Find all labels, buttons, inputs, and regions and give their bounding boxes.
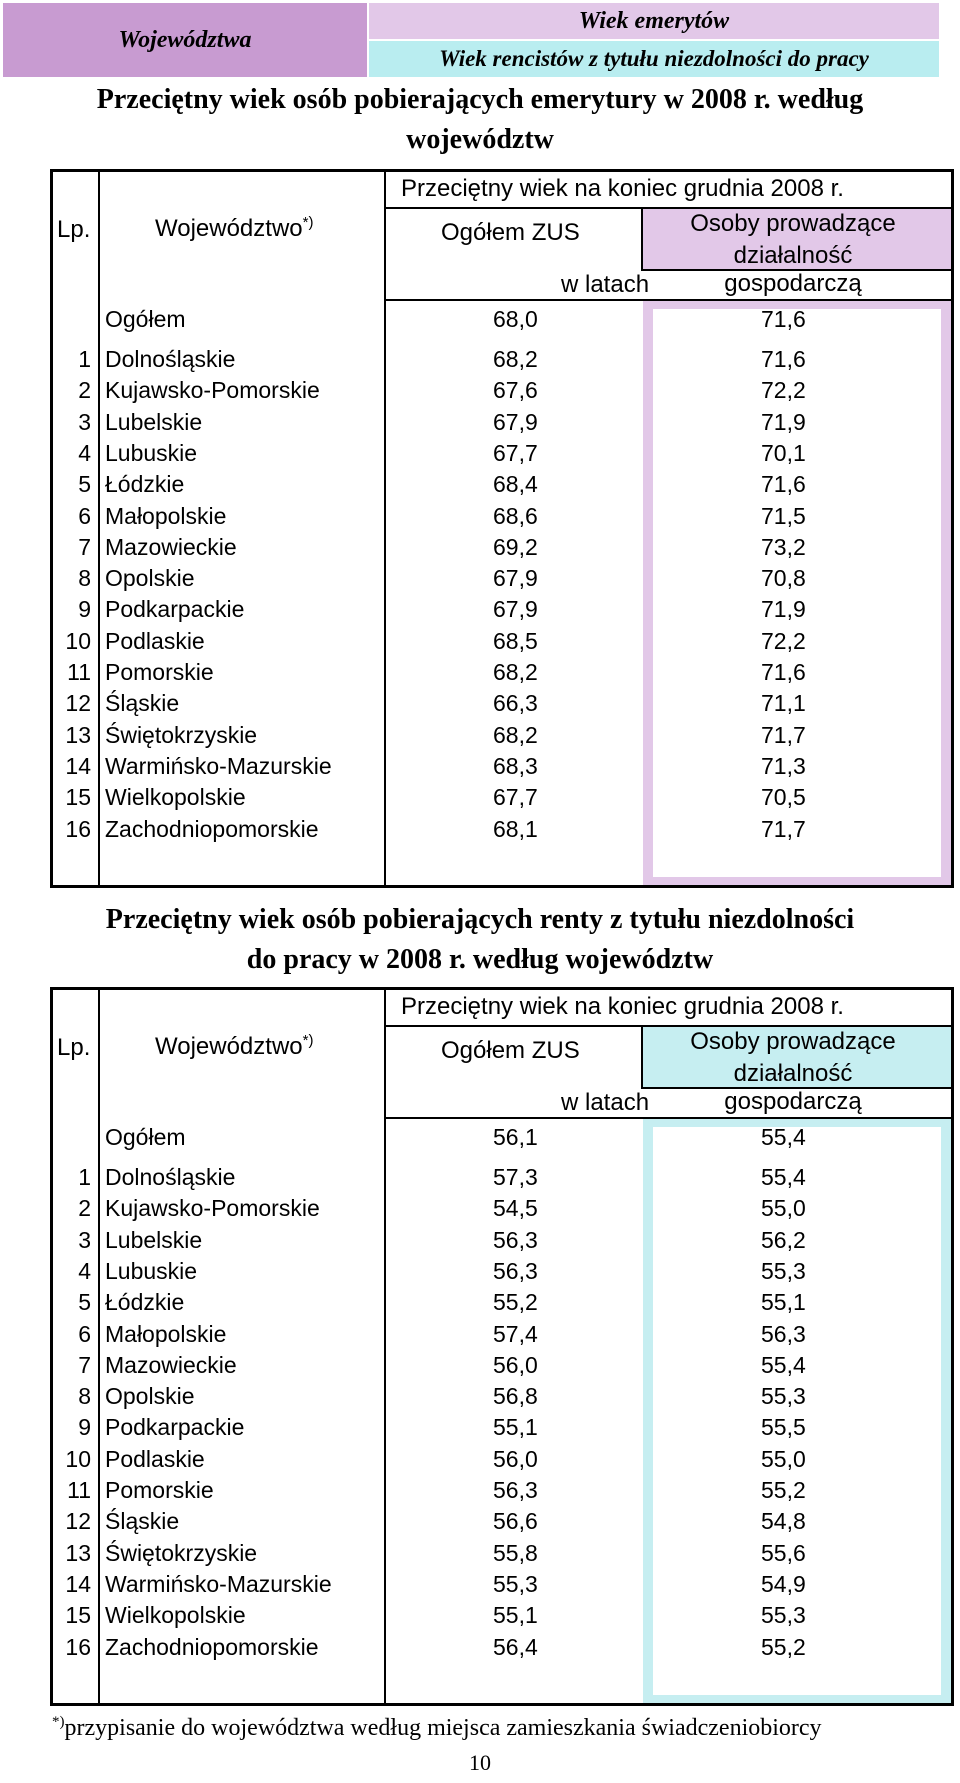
value-business: 71,3 [761, 752, 806, 779]
row-number: 15 [65, 784, 91, 811]
table-row [53, 814, 951, 845]
value-business: 54,8 [761, 1508, 806, 1535]
table-row [53, 1319, 951, 1350]
value-zus: 67,7 [493, 439, 538, 466]
row-number: 13 [65, 1539, 91, 1566]
header-bar [3, 3, 939, 77]
value-business: 55,4 [761, 1164, 806, 1190]
row-number: 11 [67, 659, 91, 685]
voivodeship-name: Pomorskie [105, 659, 214, 685]
value-business: 72,2 [761, 377, 806, 404]
value-zus: 68,2 [493, 721, 538, 748]
voivodeship-name: Podkarpackie [105, 596, 245, 623]
table-row [53, 657, 951, 688]
table-row [53, 375, 951, 406]
table-row [53, 1193, 951, 1224]
voivodeship-name: Kujawsko-Pomorskie [105, 377, 320, 404]
table-row [53, 501, 951, 532]
voivodeship-name: Śląskie [105, 690, 180, 717]
value-zus: 56,3 [493, 1226, 538, 1253]
value-zus: 68,2 [493, 346, 538, 372]
table-row [53, 1162, 951, 1193]
table-row [53, 1538, 951, 1569]
col-zus-header: Ogółem ZUS [441, 1037, 580, 1064]
table-row [53, 344, 951, 375]
table-row [53, 1506, 951, 1537]
voivodeship-name: Lubelskie [105, 1226, 203, 1253]
value-business: 71,7 [761, 721, 806, 748]
value-zus: 68,1 [493, 815, 538, 842]
col-lp-header: Lp. [57, 216, 91, 243]
value-zus: 67,6 [493, 377, 538, 404]
voivodeship-name: Wielkopolskie [105, 784, 246, 811]
value-zus: 68,5 [493, 627, 538, 654]
col-voivodeship-header: Województwo*) [155, 1032, 314, 1060]
voivodeship-name: Wielkopolskie [105, 1602, 246, 1629]
voivodeship-name: Lubuskie [105, 439, 198, 466]
value-business: 71,6 [761, 346, 806, 372]
value-zus: 55,1 [493, 1414, 538, 1441]
table1-title [30, 80, 930, 160]
footnote: *)przypisanie do województwa według miejsca zamieszkania świadczeniobiorcy [52, 1714, 822, 1741]
table1 [50, 169, 954, 888]
header-disability-age-tab[interactable]: Wiek rencistów z tytułu niezdolności do pracy [369, 41, 939, 77]
table2 [50, 987, 954, 1706]
value-zus: 67,9 [493, 596, 538, 623]
voivodeship-name: Pomorskie [105, 1477, 214, 1503]
page-number: 10 [469, 1750, 491, 1775]
table-row [53, 594, 951, 625]
value-zus: 54,5 [493, 1195, 538, 1222]
value-business: 71,6 [761, 659, 806, 685]
voivodeship-name: Dolnośląskie [105, 346, 236, 372]
table-row [53, 469, 951, 500]
value-zus: 68,2 [493, 659, 538, 685]
row-number: 4 [78, 439, 91, 466]
row-number: 10 [65, 1445, 91, 1472]
value-business: 55,2 [761, 1477, 806, 1503]
row-number: 3 [78, 408, 91, 435]
value-business: 71,5 [761, 502, 806, 529]
header-voivodeships-tab[interactable]: Województwa [3, 3, 367, 77]
unit-label: w latach [561, 1089, 650, 1116]
table-row [53, 688, 951, 719]
table-row [53, 1256, 951, 1287]
value-zus: 56,0 [493, 1351, 538, 1378]
table-row [53, 532, 951, 563]
value-business: 70,5 [761, 784, 806, 811]
value-zus: 56,3 [493, 1477, 538, 1503]
value-zus: 55,2 [493, 1289, 538, 1316]
col-zus-header: Ogółem ZUS [441, 219, 580, 246]
row-number: 1 [78, 1164, 91, 1190]
value-zus: 68,3 [493, 752, 538, 779]
table-row [53, 751, 951, 782]
voivodeship-name: Opolskie [105, 1383, 195, 1410]
voivodeship-name: Świętokrzyskie [105, 1539, 258, 1566]
value-business: 56,3 [761, 1320, 806, 1347]
col-voivodeship-header: Województwo*) [155, 214, 314, 242]
value-zus: 56,4 [493, 1633, 538, 1660]
value-business: 71,7 [761, 815, 806, 842]
table1-title-line2: województw [406, 124, 554, 155]
value-zus: 67,9 [493, 565, 538, 592]
voivodeship-name: Warmińsko-Mazurskie [105, 1570, 332, 1597]
voivodeship-name: Lubelskie [105, 408, 203, 435]
row-number: 8 [78, 1383, 91, 1410]
value-business: 71,1 [761, 690, 806, 717]
value-zus: 68,6 [493, 502, 538, 529]
row-number: 3 [78, 1226, 91, 1253]
row-number: 4 [78, 1257, 91, 1284]
value-business: 55,1 [761, 1289, 806, 1316]
group-header: Przeciętny wiek na koniec grudnia 2008 r. [401, 175, 844, 202]
divider [641, 207, 643, 271]
value-business: 55,6 [761, 1539, 806, 1566]
value-zus: 56,3 [493, 1257, 538, 1284]
voivodeship-name: Ogółem [105, 1124, 186, 1150]
value-business: 54,9 [761, 1570, 806, 1597]
row-number: 7 [78, 533, 91, 560]
voivodeship-name: Łódzkie [105, 1289, 185, 1316]
table-row [53, 1350, 951, 1381]
row-number: 10 [65, 627, 91, 654]
row-number: 7 [78, 1351, 91, 1378]
value-business: 55,4 [761, 1351, 806, 1378]
value-business: 72,2 [761, 627, 806, 654]
table-row [53, 1475, 951, 1506]
voivodeship-name: Podlaskie [105, 1445, 205, 1472]
value-zus: 68,4 [493, 471, 538, 498]
table-row [53, 720, 951, 751]
table1-title-line1: Przeciętny wiek osób pobierających emerytury w 2008 r. według [96, 84, 864, 115]
voivodeship-name: Małopolskie [105, 502, 227, 529]
table-row [53, 626, 951, 657]
voivodeship-name: Lubuskie [105, 1257, 198, 1284]
table-row [53, 1632, 951, 1663]
total-row [53, 1122, 951, 1153]
value-zus: 57,4 [493, 1320, 538, 1347]
voivodeship-name: Łódzkie [105, 471, 185, 498]
value-zus: 67,7 [493, 784, 538, 811]
value-zus: 55,8 [493, 1539, 538, 1566]
value-zus: 55,1 [493, 1602, 538, 1629]
value-zus: 68,0 [493, 306, 538, 332]
value-zus: 56,0 [493, 1445, 538, 1472]
table-row [53, 1444, 951, 1475]
row-number: 8 [78, 565, 91, 592]
table2-title [30, 900, 930, 980]
value-zus: 69,2 [493, 533, 538, 560]
row-number: 13 [65, 721, 91, 748]
total-row [53, 304, 951, 335]
value-zus: 56,8 [493, 1383, 538, 1410]
voivodeship-name: Kujawsko-Pomorskie [105, 1195, 320, 1222]
value-business: 73,2 [761, 533, 806, 560]
table-row [53, 438, 951, 469]
value-business: 55,2 [761, 1633, 806, 1660]
voivodeship-name: Opolskie [105, 565, 195, 592]
row-number: 2 [78, 1195, 91, 1222]
voivodeship-name: Mazowieckie [105, 533, 237, 560]
value-business: 71,9 [761, 408, 806, 435]
value-business: 55,5 [761, 1414, 806, 1441]
table-row [53, 563, 951, 594]
table2-title-line2: do pracy w 2008 r. według województw [246, 944, 714, 975]
value-business: 55,0 [761, 1445, 806, 1472]
row-number: 9 [78, 596, 91, 623]
unit-label: w latach [561, 271, 650, 298]
voivodeship-name: Podkarpackie [105, 1414, 245, 1441]
value-business: 55,3 [761, 1257, 806, 1284]
voivodeship-name: Śląskie [105, 1508, 180, 1535]
row-number: 14 [65, 752, 91, 779]
table-row [53, 1412, 951, 1443]
voivodeship-name: Ogółem [105, 306, 186, 332]
row-number: 11 [67, 1477, 91, 1503]
row-number: 5 [78, 1289, 91, 1316]
divider [641, 1025, 643, 1089]
table-row [53, 1381, 951, 1412]
row-number: 6 [78, 1320, 91, 1347]
value-zus: 56,1 [493, 1124, 538, 1150]
row-number: 16 [65, 815, 91, 842]
value-business: 70,8 [761, 565, 806, 592]
row-number: 14 [65, 1570, 91, 1597]
col-business-header: Osoby prowadzące działalność gospodarczą [690, 210, 896, 297]
header-retirement-age-tab[interactable]: Wiek emerytów [369, 3, 939, 39]
row-number: 1 [78, 346, 91, 372]
voivodeship-name: Zachodniopomorskie [105, 815, 319, 842]
voivodeship-name: Podlaskie [105, 627, 205, 654]
table-row [53, 407, 951, 438]
table-row [53, 1569, 951, 1600]
value-business: 55,3 [761, 1602, 806, 1629]
table-row [53, 1600, 951, 1631]
value-business: 56,2 [761, 1226, 806, 1253]
row-number: 9 [78, 1414, 91, 1441]
value-zus: 56,6 [493, 1508, 538, 1535]
voivodeship-name: Dolnośląskie [105, 1164, 236, 1190]
voivodeship-name: Świętokrzyskie [105, 721, 258, 748]
value-business: 55,3 [761, 1383, 806, 1410]
voivodeship-name: Warmińsko-Mazurskie [105, 752, 332, 779]
value-zus: 66,3 [493, 690, 538, 717]
voivodeship-name: Mazowieckie [105, 1351, 237, 1378]
table-row [53, 1225, 951, 1256]
value-zus: 57,3 [493, 1164, 538, 1190]
row-number: 12 [65, 1508, 91, 1535]
value-business: 71,6 [761, 471, 806, 498]
value-business: 55,0 [761, 1195, 806, 1222]
row-number: 16 [65, 1633, 91, 1660]
table-row [53, 782, 951, 813]
table-row [53, 1287, 951, 1318]
value-business: 70,1 [761, 439, 806, 466]
col-lp-header: Lp. [57, 1034, 91, 1061]
row-number: 15 [65, 1602, 91, 1629]
col-business-header: Osoby prowadzące działalność gospodarczą [690, 1028, 896, 1115]
table2-title-line1: Przeciętny wiek osób pobierających renty z tytułu niezdolności [105, 904, 855, 935]
value-business: 55,4 [761, 1124, 806, 1150]
row-number: 5 [78, 471, 91, 498]
value-zus: 55,3 [493, 1570, 538, 1597]
row-number: 12 [65, 690, 91, 717]
row-number: 6 [78, 502, 91, 529]
voivodeship-name: Małopolskie [105, 1320, 227, 1347]
voivodeship-name: Zachodniopomorskie [105, 1633, 319, 1660]
value-zus: 67,9 [493, 408, 538, 435]
row-number: 2 [78, 377, 91, 404]
value-business: 71,6 [761, 306, 806, 332]
group-header: Przeciętny wiek na koniec grudnia 2008 r. [401, 993, 844, 1020]
value-business: 71,9 [761, 596, 806, 623]
